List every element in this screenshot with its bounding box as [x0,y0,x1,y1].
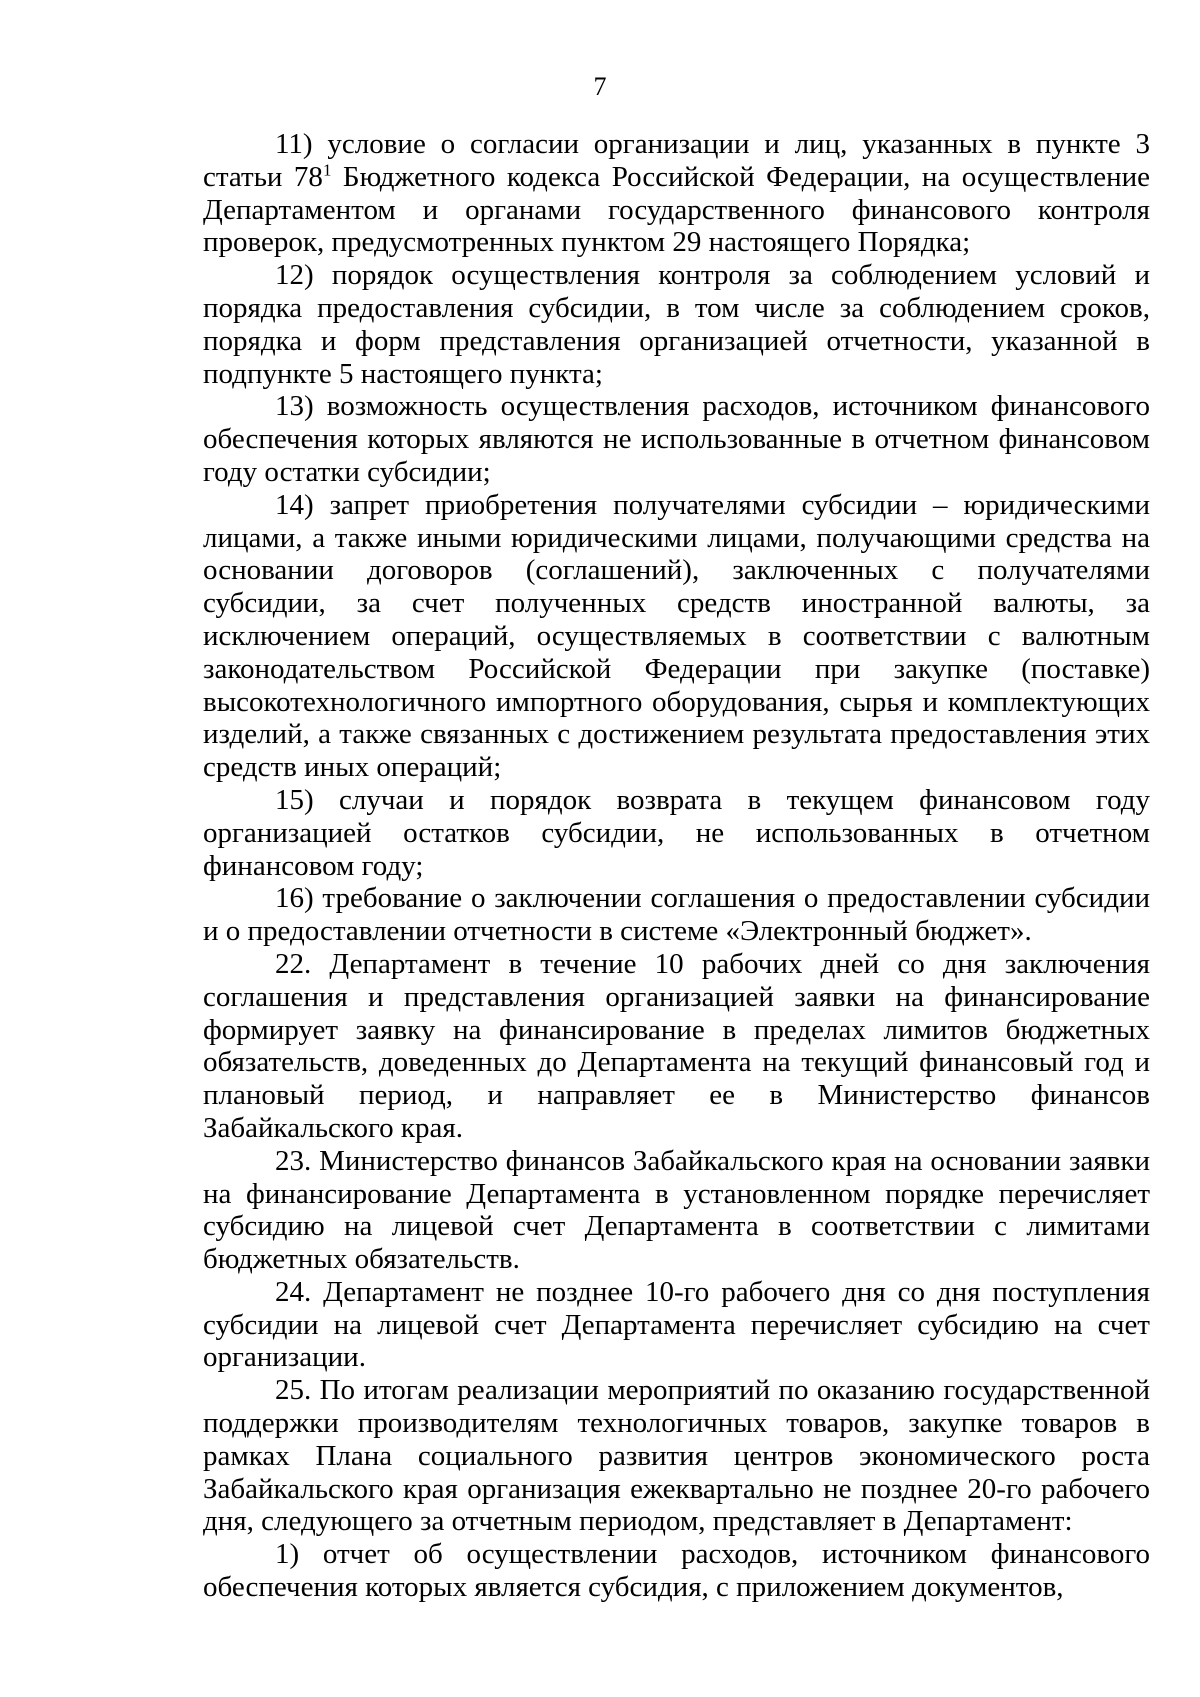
article-superscript: 1 [322,160,332,180]
paragraph-13: 13) возможность осуществления расходов, источником финансового обеспечения которых являются не использованные в отчетном финансовом году остатки субсидии; [203,390,1150,488]
paragraph-23: 23. Министерство финансов Забайкальского края на основании заявки на финансирование Департамента в установленном порядке перечисляет субсидию на лицевой счет Департамента в соответствии с лимитами бюджетных обязательств. [203,1144,1150,1276]
paragraph-24: 24. Департамент не позднее 10-го рабочего дня со дня поступления субсидии на лицевой счет Департамента перечисляет субсидию на счет организации. [203,1275,1150,1374]
paragraph-12: 12) порядок осуществления контроля за соблюдением условий и порядка предоставления субсидии, в том числе за соблюдением сроков, порядка и форм представления организацией отчетности, указанной в подпункте 5 настоящего пункта; [203,259,1150,390]
paragraph-15: 15) случаи и порядок возврата в текущем финансовом году организацией остатков субсидии, не использованных в отчетном финансовом году; [203,783,1150,882]
page-number: 7 [593,72,607,101]
paragraph-22: 22. Департамент в течение 10 рабочих дней со дня заключения соглашения и представления организацией заявки на финансирование формирует заявку на финансирование в пределах лимитов бюджетных обязательств, доведенных до Департамента на текущий финансовый год и плановый период, и направляет ее в Министерство финансов Забайкальского края. [203,947,1150,1144]
paragraph-14: 14) запрет приобретения получателями субсидии – юридическими лицами, а также иными юридическими лицами, получающими средства на основании договоров (соглашений), заключенных с получателями субсидии, за счет полученных средств иностранной валюты, за исключением операций, осуществляемых в соответствии с валютным законодательством Российской Федерации при закупке (поставке) высокотехнологичного импортного оборудования, сырья и комплектующих изделий, а также связанных с достижением результата предоставления этих средств иных операций; [203,488,1150,784]
document-body [203,128,1150,1604]
paragraph-25-item-1: 1) отчет об осуществлении расходов, источником финансового обеспечения которых является субсидия, с приложением документов, [203,1538,1150,1604]
paragraph-16: 16) требование о заключении соглашения о предоставлении субсидии и о предоставлении отчетности в системе «Электронный бюджет». [203,882,1150,948]
paragraph-25: 25. По итогам реализации мероприятий по оказанию государственной поддержки производителям технологичных товаров, закупке товаров в рамках Плана социального развития центров экономического роста Забайкальского края организация ежеквартально не позднее 20-го рабочего дня, следующего за отчетным периодом, представляет в Департамент: [203,1374,1150,1538]
paragraph-11-text-start: 11) условие о согласии организации и лиц, указанных в пункте 3 статьи 78 [203,128,1150,193]
paragraph-11 [203,128,1150,259]
paragraph-11-text-end: Бюджетного кодекса Российской Федерации, на осуществление Департаментом и органами государственного финансового контроля проверок, предусмотренных пунктом 29 настоящего Порядка; [203,160,1150,259]
